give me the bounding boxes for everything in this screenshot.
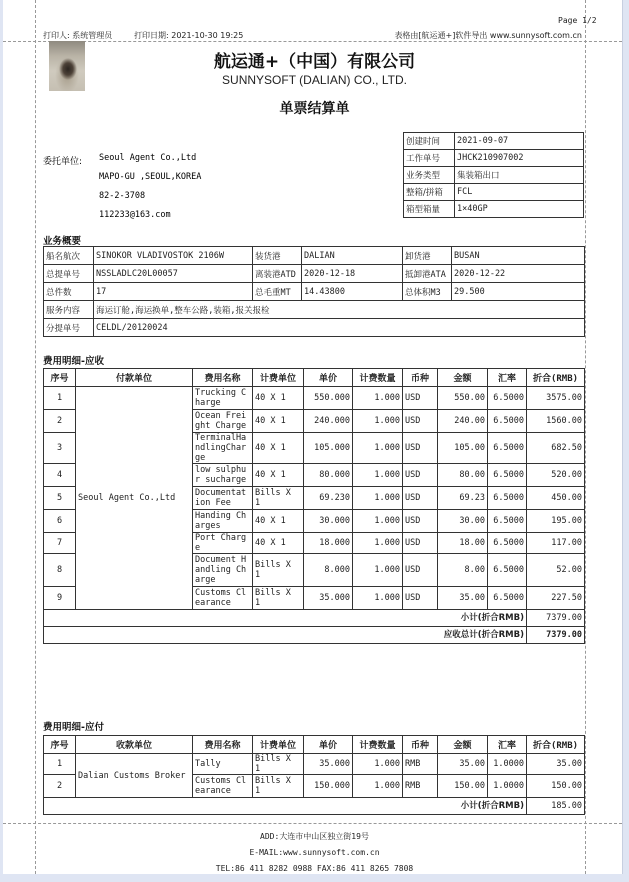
job-info-label: 创建时间 [404,133,455,150]
billing-unit: Bills X 1 [253,487,304,510]
job-info-value: 集装箱出口 [455,167,584,184]
column-header: 序号 [44,736,76,754]
payable-fee-table [43,735,585,815]
rmb-amount: 117.00 [527,533,585,554]
unit-price: 35.000 [304,587,353,610]
row-number: 8 [44,554,76,587]
footer-address: ADD:大连市中山区独立街19号 [260,832,369,841]
rmb-amount: 520.00 [527,464,585,487]
billing-unit: 40 X 1 [253,433,304,464]
amount: 30.00 [438,510,488,533]
billing-unit: 40 X 1 [253,410,304,433]
billing-unit: Bills X 1 [253,554,304,587]
job-info-value: JHCK210907002 [455,150,584,167]
total-row [44,627,585,644]
job-info-row [404,133,584,150]
pod-value: BUSAN [452,247,585,265]
hbl-label: 分提单号 [44,319,94,337]
footer-tel-fax: TEL:86 411 8282 0988 FAX:86 411 8265 7808 [215,864,414,873]
job-info-value: 1×40GP [455,201,584,218]
column-header: 单价 [304,736,353,754]
subtotal-value: 185.00 [527,798,585,815]
column-header: 金额 [438,369,488,387]
currency: USD [403,587,438,610]
page-number: Page 1/2 [558,16,597,25]
unit-price: 150.000 [304,775,353,798]
column-header: 单价 [304,369,353,387]
unit-price: 69.230 [304,487,353,510]
row-number: 3 [44,433,76,464]
company-name-cn: 航运通+（中国）有限公司 [213,52,416,72]
fee-name: Tally [193,754,253,775]
packages-value: 17 [94,283,253,301]
rmb-amount: 150.00 [527,775,585,798]
quantity: 1.000 [353,587,403,610]
billing-unit: Bills X 1 [253,587,304,610]
quantity: 1.000 [353,387,403,410]
mbl-value: NSSLADLC20L00057 [94,265,253,283]
currency: RMB [403,754,438,775]
job-info-value: 2021-09-07 [455,133,584,150]
consignor-address: MAPO-GU ,SEOUL,KOREA [99,172,202,182]
exchange-rate: 6.5000 [488,464,527,487]
rmb-amount: 3575.00 [527,387,585,410]
column-header: 费用名称 [193,369,253,387]
column-header: 汇率 [488,736,527,754]
rmb-amount: 52.00 [527,554,585,587]
quantity: 1.000 [353,487,403,510]
column-header: 金额 [438,736,488,754]
amount: 69.23 [438,487,488,510]
row-number: 6 [44,510,76,533]
volume-value: 29.500 [452,283,585,301]
services-label: 服务内容 [44,301,94,319]
payer-name: Seoul Agent Co.,Ltd [76,387,193,610]
consignor-label: 委托单位: [43,157,83,167]
quantity: 1.000 [353,533,403,554]
consignor-name: Seoul Agent Co.,Ltd [99,153,197,163]
amount: 150.00 [438,775,488,798]
currency: USD [403,410,438,433]
exchange-rate: 1.0000 [488,754,527,775]
packages-label: 总件数 [44,283,94,301]
ata-label: 抵卸港ATA [403,265,452,283]
footer-email: E-MAIL:www.sunnysoft.com.cn [249,848,380,857]
amount: 80.00 [438,464,488,487]
amount: 35.00 [438,587,488,610]
currency: USD [403,554,438,587]
vessel-value: SINOKOR VLADIVOSTOK 2106W [94,247,253,265]
quantity: 1.000 [353,754,403,775]
fee-name: Handing Charges [193,510,253,533]
column-header: 序号 [44,369,76,387]
quantity: 1.000 [353,510,403,533]
column-header: 币种 [403,369,438,387]
job-info-row [404,150,584,167]
rmb-amount: 35.00 [527,754,585,775]
column-header: 付款单位 [76,369,193,387]
job-info-label: 业务类型 [404,167,455,184]
row-number: 7 [44,533,76,554]
unit-price: 550.000 [304,387,353,410]
subtotal-row [44,798,585,815]
rmb-amount: 227.50 [527,587,585,610]
mbl-label: 总提单号 [44,265,94,283]
consignor-phone: 82-2-3708 [99,191,146,201]
billing-unit: 40 X 1 [253,387,304,410]
billing-unit: Bills X 1 [253,754,304,775]
fee-row [44,387,585,410]
rmb-amount: 450.00 [527,487,585,510]
quantity: 1.000 [353,410,403,433]
payable-title: 费用明细-应付 [43,722,104,733]
column-header: 币种 [403,736,438,754]
unit-price: 30.000 [304,510,353,533]
exchange-rate: 6.5000 [488,510,527,533]
document-title: 单票结算单 [279,101,350,117]
gross-weight-value: 14.43800 [302,283,403,301]
row-number: 2 [44,410,76,433]
row-number: 5 [44,487,76,510]
row-number: 1 [44,754,76,775]
column-header: 收款单位 [76,736,193,754]
currency: USD [403,533,438,554]
summary-title: 业务概要 [43,236,82,247]
services-value: 海运订舱,海运换单,整车公路,装箱,报关报检 [94,301,585,319]
receivable-fee-table [43,368,585,644]
hbl-value: CELDL/20120024 [94,319,585,337]
payee-name: Dalian Customs Broker [76,754,193,798]
fee-name: Document Handling Charge [193,554,253,587]
column-header: 折合(RMB) [527,736,585,754]
exchange-rate: 6.5000 [488,533,527,554]
amount: 550.00 [438,387,488,410]
amount: 240.00 [438,410,488,433]
consignor-email: 112233@163.com [99,210,171,220]
fee-name: Port Charge [193,533,253,554]
exchange-rate: 6.5000 [488,433,527,464]
exchange-rate: 6.5000 [488,410,527,433]
subtotal-label: 小计(折合RMB) [44,798,527,815]
fee-name: Documentation Fee [193,487,253,510]
billing-unit: 40 X 1 [253,510,304,533]
fee-row [44,754,585,775]
column-header: 折合(RMB) [527,369,585,387]
quantity: 1.000 [353,775,403,798]
job-info-row [404,201,584,218]
exchange-rate: 6.5000 [488,387,527,410]
column-header: 计费单位 [253,736,304,754]
print-date: 打印日期: 2021-10-30 19:25 [134,31,244,40]
row-number: 9 [44,587,76,610]
column-header: 计费数量 [353,736,403,754]
exchange-rate: 6.5000 [488,587,527,610]
billing-unit: 40 X 1 [253,533,304,554]
currency: USD [403,487,438,510]
amount: 8.00 [438,554,488,587]
column-header: 费用名称 [193,736,253,754]
printer-name: 打印人: 系统管理员 [43,31,113,40]
quantity: 1.000 [353,433,403,464]
currency: USD [403,387,438,410]
rmb-amount: 195.00 [527,510,585,533]
currency: USD [403,510,438,533]
row-number: 2 [44,775,76,798]
fee-name: Trucking Charge [193,387,253,410]
pol-value: DALIAN [302,247,403,265]
column-header: 计费单位 [253,369,304,387]
exchange-rate: 1.0000 [488,775,527,798]
fee-name: Customs Clearance [193,775,253,798]
export-note: 表格由[航运通+]软件导出 www.sunnysoft.com.cn [394,31,582,40]
job-info-value: FCL [455,184,584,201]
currency: RMB [403,775,438,798]
row-number: 4 [44,464,76,487]
job-info-label: 箱型箱量 [404,201,455,218]
currency: USD [403,464,438,487]
currency: USD [403,433,438,464]
pol-label: 装货港 [253,247,302,265]
receivable-title: 费用明细-应收 [43,356,104,367]
unit-price: 35.000 [304,754,353,775]
fee-name: Customs Clearance [193,587,253,610]
margin-guide-top [3,41,622,42]
vessel-label: 船名航次 [44,247,94,265]
row-number: 1 [44,387,76,410]
column-header: 计费数量 [353,369,403,387]
atd-value: 2020-12-18 [302,265,403,283]
fee-name: Ocean Freight Charge [193,410,253,433]
total-value: 7379.00 [527,627,585,644]
unit-price: 18.000 [304,533,353,554]
rmb-amount: 1560.00 [527,410,585,433]
exchange-rate: 6.5000 [488,554,527,587]
subtotal-label: 小计(折合RMB) [44,610,527,627]
unit-price: 80.000 [304,464,353,487]
margin-guide-right [585,0,586,874]
company-name-en: SUNNYSOFT (DALIAN) CO., LTD. [222,73,407,87]
job-info-label: 工作单号 [404,150,455,167]
consignor-block [43,153,202,220]
subtotal-value: 7379.00 [527,610,585,627]
column-header: 汇率 [488,369,527,387]
unit-price: 8.000 [304,554,353,587]
exchange-rate: 6.5000 [488,487,527,510]
amount: 105.00 [438,433,488,464]
quantity: 1.000 [353,554,403,587]
quantity: 1.000 [353,464,403,487]
billing-unit: 40 X 1 [253,464,304,487]
job-info-row [404,184,584,201]
gross-weight-label: 总毛重MT [253,283,302,301]
unit-price: 240.000 [304,410,353,433]
margin-guide-left [35,0,36,874]
job-info-label: 整箱/拼箱 [404,184,455,201]
business-summary-table [43,246,585,337]
billing-unit: Bills X 1 [253,775,304,798]
amount: 18.00 [438,533,488,554]
margin-guide-bottom [3,823,622,824]
atd-label: 离装港ATD [253,265,302,283]
job-info-row [404,167,584,184]
ata-value: 2020-12-22 [452,265,585,283]
amount: 35.00 [438,754,488,775]
subtotal-row [44,610,585,627]
job-info-table [403,132,584,218]
fee-name: low sulphur sucharge [193,464,253,487]
pod-label: 卸货港 [403,247,452,265]
volume-label: 总体积M3 [403,283,452,301]
unit-price: 105.000 [304,433,353,464]
rmb-amount: 682.50 [527,433,585,464]
total-label: 应收总计(折合RMB) [44,627,527,644]
fee-name: TerminalHandlingCharge [193,433,253,464]
